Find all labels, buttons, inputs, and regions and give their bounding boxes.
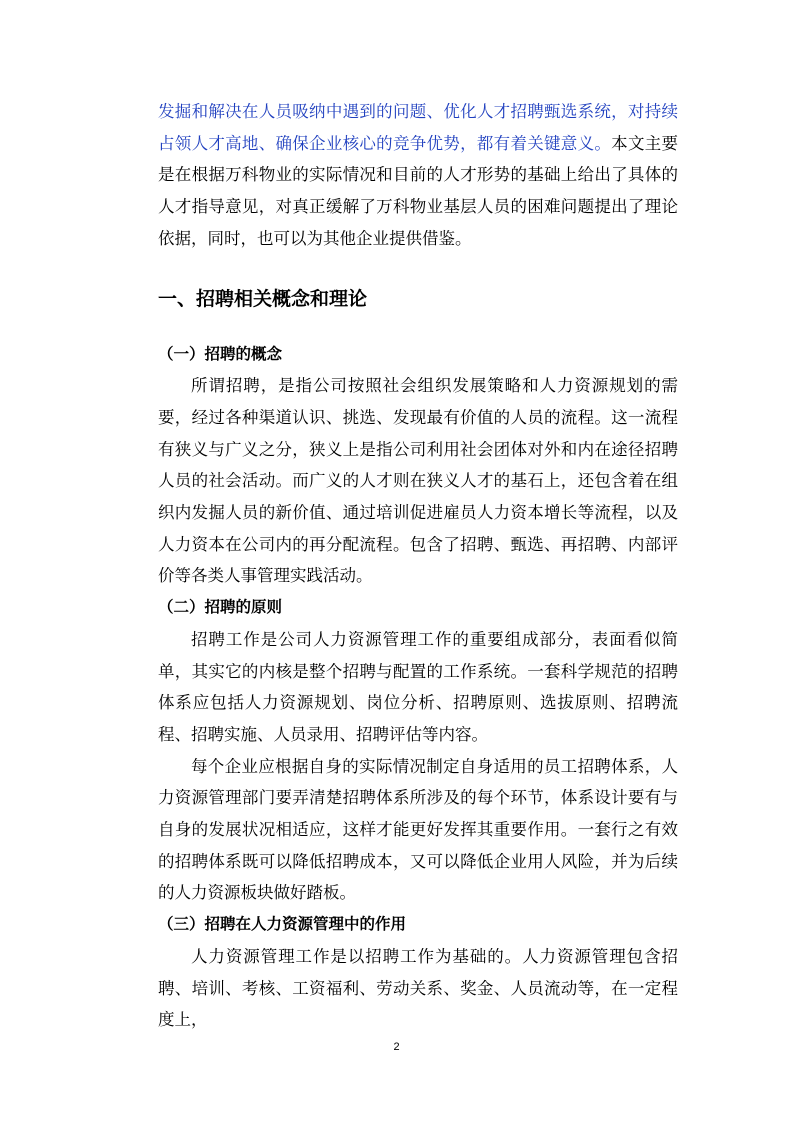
section-principle-paragraph-1: 招聘工作是公司人力资源管理工作的重要组成部分，表面看似简单，其实它的内核是整个招聘与配置的工作系统。一套科学规范的招聘体系应包括人力资源规划、岗位分析、招聘原则、选拔原则、招聘流程、招聘实施、人员录用、招聘评估等内容。 xyxy=(158,629,678,744)
section-principle-paragraph-2: 每个企业应根据自身的实际情况制定自身适用的员工招聘体系，人力资源管理部门要弄清楚招聘体系所涉及的每个环节，体系设计要有与自身的发展状况相适应，这样才能更好发挥其重要作用。一套行之有效的招聘体系既可以降低招聘成本，又可以降低企业用人风险，并为后续的人力资源板块做好踏板。 xyxy=(158,756,678,903)
chapter-title: 一、招聘相关概念和理论 xyxy=(158,287,368,310)
section-heading-concept: （一）招聘的概念 xyxy=(158,344,283,363)
intro-paragraph xyxy=(158,96,678,255)
section-heading-role: （三）招聘在人力资源管理中的作用 xyxy=(158,915,407,934)
section-role-paragraph: 人力资源管理工作是以招聘工作为基础的。人力资源管理包含招聘、培训、考核、工资福利、劳动关系、奖金、人员流动等，在一定程度上， xyxy=(158,946,678,1030)
intro-highlighted-text: 发掘和解决在人员吸纳中遇到的问题、优化人才招聘甄选系统，对持续占领人才高地、确保企业核心的竞争优势，都有着关键意义。 xyxy=(158,102,678,153)
intro-body-text: 本文主要是在根据万科物业的实际情况和目前的人才形势的基础上给出了具体的人才指导意见，对真正缓解了万科物业基层人员的困难问题提出了理论依据，同时，也可以为其他企业提供借鉴。 xyxy=(158,133,679,248)
section-heading-principle: （二）招聘的原则 xyxy=(158,598,283,617)
section-concept-paragraph: 所谓招聘，是指公司按照社会组织发展策略和人力资源规划的需要，经过各种渠道认识、挑选、发现最有价值的人员的流程。这一流程有狭义与广义之分，狭义上是指公司利用社会团体对外和内在途径招聘人员的社会活动。而广义的人才则在狭义人才的基石上，还包含着在组织内发掘人员的新价值、通过培训促进雇员人力资本增长等流程，以及人力资本在公司内的再分配流程。包含了招聘、甄选、再招聘、内部评价等各类人事管理实践活动。 xyxy=(158,376,678,586)
page-content xyxy=(158,96,678,1036)
page-number: 2 xyxy=(393,1041,400,1053)
